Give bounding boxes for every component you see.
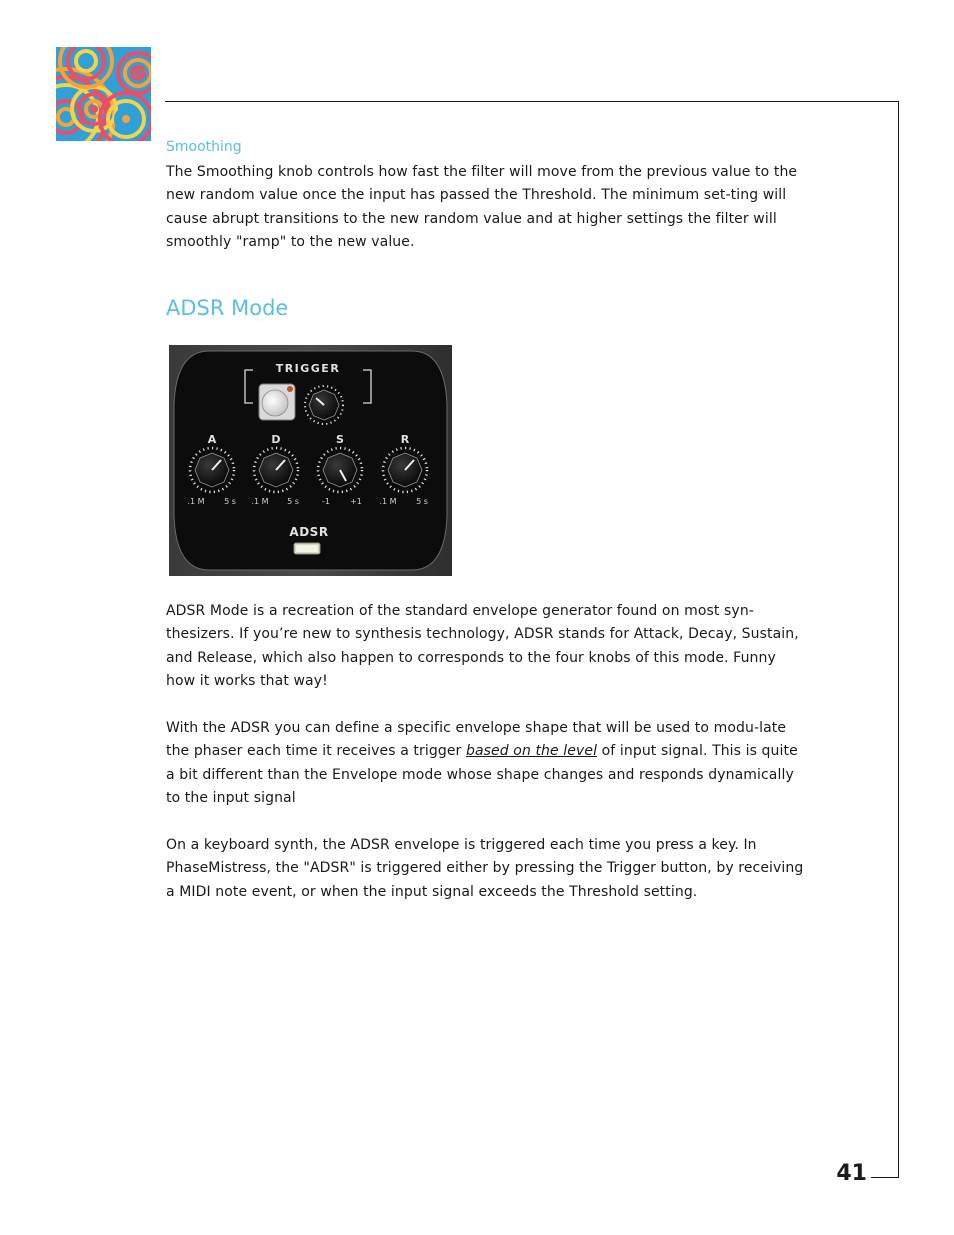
adsr-mode-heading: ADSR Mode (166, 296, 289, 320)
knob-r-min: .1 M (379, 497, 397, 506)
right-margin-rule (898, 101, 899, 1178)
adsr-paragraph-3: On a keyboard synth, the ADSR envelope is triggered each time you press a key. In PhaseMistress, the "ADSR" is triggered either by pressing the Trigger button, by receiving a MIDI note event, or when the input signal exceeds the Threshold setting. (166, 837, 804, 900)
adsr-panel-svg (169, 345, 452, 576)
adsr-paragraph-1: ADSR Mode is a recreation of the standard envelope generator found on most syn-thesizers. If you’re new to synthesis technology, ADSR stands for Attack, Decay, Sustain, and Release, which also happen to corresponds to the four knobs of this mode. Funny how it works that way! (166, 603, 799, 690)
page-number: 41 (836, 1161, 867, 1186)
knob-s-max: +1 (350, 497, 362, 506)
smoothing-heading: Smoothing (166, 139, 242, 155)
header-rule (165, 101, 899, 102)
knob-a-label: A (207, 433, 217, 446)
trigger-label: TRIGGER (275, 362, 341, 375)
smoothing-paragraph: The Smoothing knob controls how fast the filter will move from the previous value to the new random value once the input has passed the Threshold. The minimum set-ting will cause abrupt transitions to the new random value and at higher settings the filter will smoothly "ramp" to the new value. (166, 164, 798, 251)
adsr-paragraph-2-text-end: of input signal. This is quite a bit different than the Envelope mode whose shape changes and responds dynamically to the input signal (166, 743, 798, 807)
knob-d-max: 5 s (287, 497, 299, 506)
knob-s-min: -1 (322, 497, 330, 506)
knob-r-label: R (400, 433, 410, 446)
adsr-paragraph-2 (166, 717, 806, 811)
adsr-mode-label: ADSR (289, 525, 329, 539)
emphasized-phrase: based on the level (465, 743, 598, 760)
logo-image (56, 47, 151, 141)
knob-d-label: D (271, 433, 281, 446)
knob-r-max: 5 s (416, 497, 428, 506)
adsr-panel-image (169, 345, 452, 576)
footer-rule (871, 1177, 899, 1178)
knob-a-min: .1 M (187, 497, 205, 506)
knob-s-label: S (336, 433, 344, 446)
knob-d-min: .1 M (251, 497, 269, 506)
adsr-paragraph-2-text: With the ADSR you can define a specific envelope shape that will be used to modu-late the phaser each time it receives a trigger (166, 720, 787, 760)
knob-a-max: 5 s (224, 497, 236, 506)
